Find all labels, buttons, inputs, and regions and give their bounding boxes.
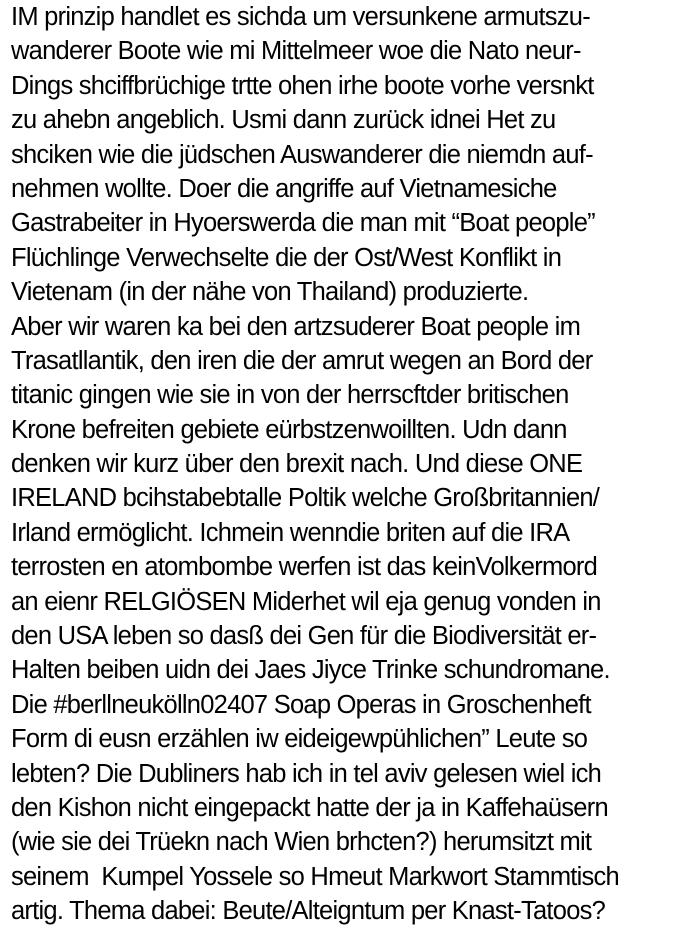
text-line-19: den USA leben so dasß dei Gen für die Biodiversität er- (11, 622, 597, 651)
text-line-11: Trasatllantik, den iren die der amrut wegen an Bord der (11, 346, 593, 375)
text-line-25: (wie sie dei Trüekn nach Wien brhcten?) herumsitzt mit (11, 828, 592, 857)
text-line-22: Form di eusn erzählen iw eideigewpühlichen” Leute so (11, 725, 588, 754)
text-line-12: titanic gingen wie sie in von der herrscftder britischen (11, 381, 569, 410)
text-line-2: wanderer Boote wie mi Mittelmeer woe die Nato neur- (11, 37, 581, 66)
text-line-15: IRELAND bcihstabebtalle Poltik welche Großbritannien/ (11, 484, 600, 513)
text-line-21: Die #berllneukölln02407 Soap Operas in Groschenheft (11, 690, 591, 719)
text-line-26: seinem Kumpel Yossele so Hmeut Markwort Stammtisch (11, 862, 619, 891)
text-line-5: shciken wie die jüdschen Auswanderer die niemdn auf- (11, 140, 593, 169)
body-text (11, 0, 683, 929)
text-line-18: an eienr RELGIÖSEN Miderhet wil eja genug vonden in (11, 587, 601, 616)
text-line-1: IM prinzip handlet es sichda um versunkene armutszu- (11, 3, 590, 31)
text-line-14: denken wir kurz über den brexit nach. Und diese ONE (11, 450, 583, 479)
text-line-4: zu ahebn angeblich. Usmi dann zurück idnei Het zu (11, 106, 556, 135)
text-line-27: artig. Thema dabei: Beute/Alteigntum per Knast-Tatoos? (11, 897, 606, 926)
text-line-23: lebten? Die Dubliners hab ich in tel aviv gelesen wiel ich (11, 759, 602, 788)
text-line-17: terrosten en atombombe werfen ist das keinVolkermord (11, 553, 598, 582)
text-line-7: Gastrabeiter in Hyoerswerda die man mit “Boat people” (11, 209, 595, 238)
text-line-8: Flüchlinge Verwechselte die der Ost/West Konflikt in (11, 243, 562, 272)
text-line-9: Vietenam (in der nähe von Thailand) produzierte. (11, 278, 529, 307)
text-line-3: Dings shciffbrüchige trtte ohen irhe boote vorhe versnkt (11, 71, 594, 100)
text-line-6: nehmen wollte. Doer die angriffe auf Vietnamesiche (11, 174, 557, 203)
text-line-13: Krone befreiten gebiete eürbstzenwoillten. Udn dann (11, 415, 567, 444)
text-line-16: Irland ermöglicht. Ichmein wenndie briten auf die IRA (11, 518, 570, 547)
text-line-20: Halten beiben uidn dei Jaes Jiyce Trinke schundromane. (11, 656, 610, 685)
text-line-10: Aber wir waren ka bei den artzsuderer Boat people im (11, 312, 581, 341)
text-line-24: den Kishon nicht eingepackt hatte der ja in Kaffehaüsern (11, 793, 608, 822)
